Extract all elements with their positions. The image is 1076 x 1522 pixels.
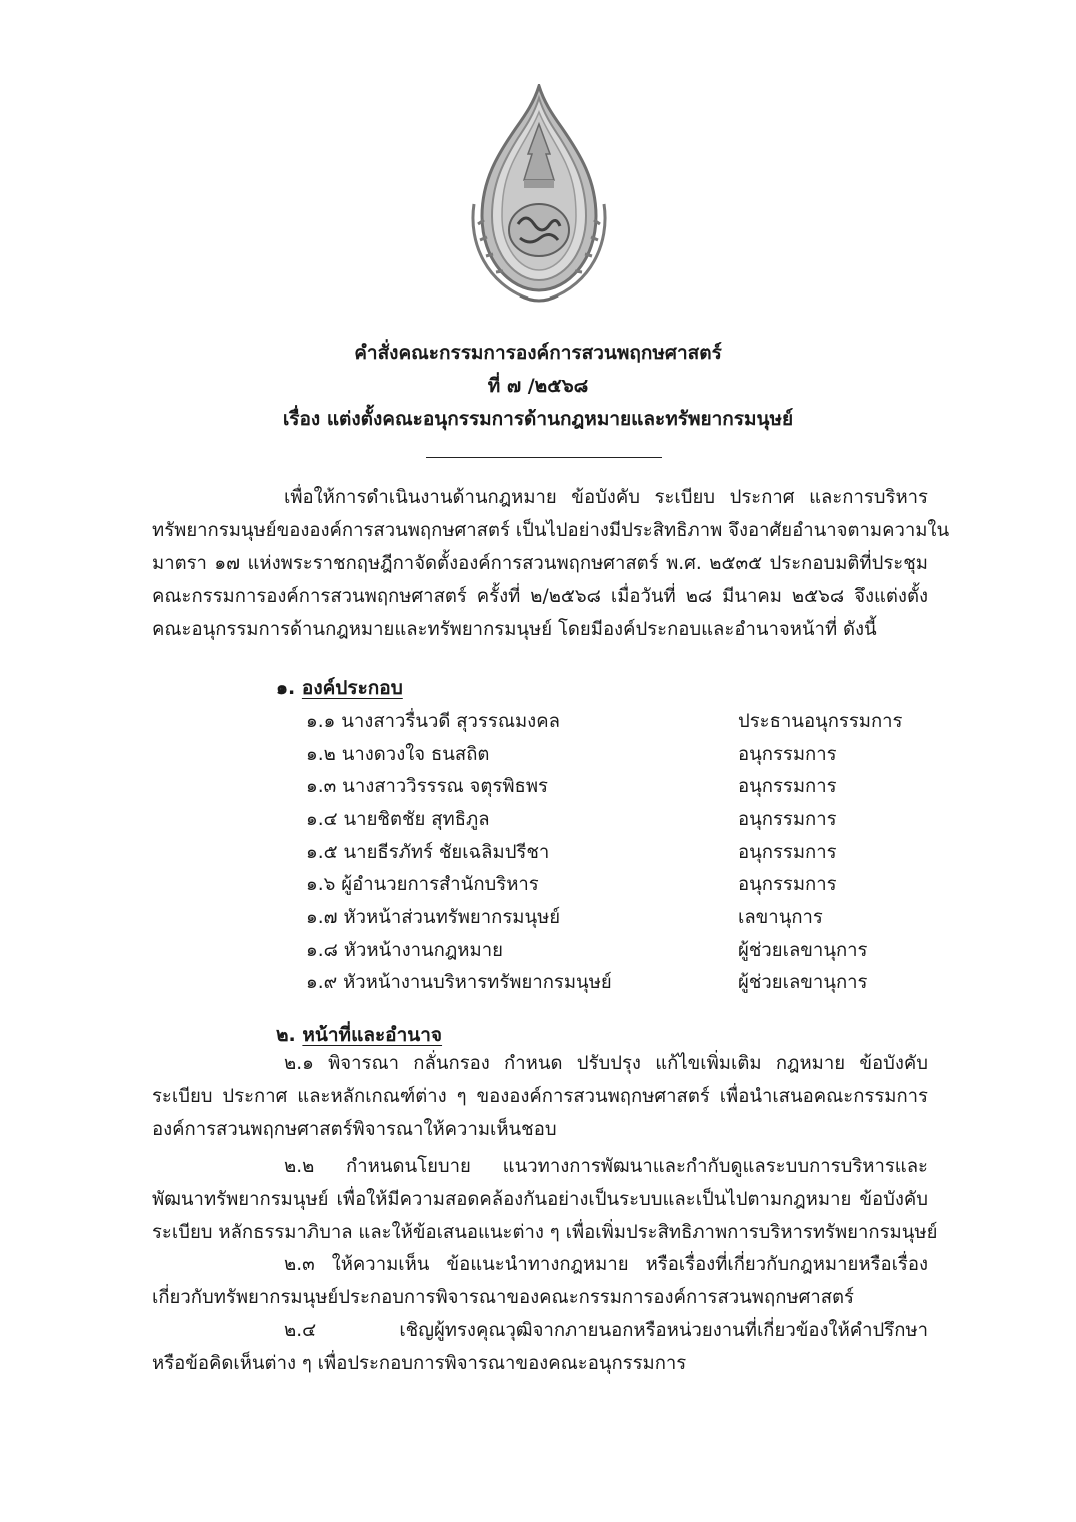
intro-line: เพื่อให้การดำเนินงานด้านกฎหมาย ข้อบังคับ ระเบียบ ประกาศ และการบริหาร — [284, 487, 928, 508]
member-number: ๑.๑ — [306, 710, 336, 732]
list-item — [306, 868, 926, 901]
duty-item-2-4 — [152, 1314, 928, 1380]
order-subject: เรื่อง แต่งตั้งคณะอนุกรรมการด้านกฎหมายและทรัพยากรมนุษย์ — [282, 408, 794, 430]
list-item — [306, 705, 926, 738]
member-name: ผู้อำนวยการสำนักบริหาร — [341, 874, 539, 896]
duty-line: ๒.๓ ให้ความเห็น ข้อแนะนำทางกฎหมาย หรือเรื่องที่เกี่ยวกับกฎหมายหรือเรื่อง — [284, 1254, 928, 1275]
member-name: นางดวงใจ ธนสถิต — [341, 743, 490, 765]
list-item — [306, 967, 926, 1000]
member-name: นางสาวรื่นวดี สุวรรณมงคล — [341, 710, 560, 732]
order-number: ที่ ๗ /๒๕๖๘ — [487, 375, 589, 397]
member-name: นายชิตชัย สุทธิภูล — [343, 808, 490, 830]
duty-line: องค์การสวนพฤกษศาสตร์พิจารณาให้ความเห็นชอบ — [152, 1119, 557, 1140]
duty-item-2-3 — [152, 1248, 928, 1314]
member-role: อนุกรรมการ — [738, 808, 837, 830]
duty-line: หรือข้อคิดเห็นต่าง ๆ เพื่อประกอบการพิจารณาของคณะอนุกรรมการ — [152, 1353, 687, 1374]
member-role: ผู้ช่วยเลขานุการ — [738, 939, 868, 961]
member-role: อนุกรรมการ — [738, 874, 837, 896]
duty-line: ๒.๑ พิจารณา กลั่นกรอง กำหนด ปรับปรุง แก้ไขเพิ่มเติม กฎหมาย ข้อบังคับ — [284, 1053, 928, 1074]
duty-line: ระเบียบ หลักธรรมาภิบาล และให้ข้อเสนอแนะต่าง ๆ เพื่อเพิ่มประสิทธิภาพการบริหารทรัพยากรมนุษย์ — [152, 1222, 938, 1243]
member-number: ๑.๓ — [306, 776, 337, 798]
intro-line: ทรัพยากรมนุษย์ขององค์การสวนพฤกษศาสตร์ เป็นไปอย่างมีประสิทธิภาพ จึงอาศัยอำนาจตามความใน — [152, 520, 950, 541]
intro-line: มาตรา ๑๗ แห่งพระราชกฤษฎีกาจัดตั้งองค์การสวนพฤกษศาสตร์ พ.ศ. ๒๕๓๕ ประกอบมติที่ประชุม — [152, 553, 928, 574]
section-2-title: หน้าที่และอำนาจ — [302, 1024, 443, 1046]
member-role: ประธานอนุกรรมการ — [738, 710, 903, 732]
duty-line: เกี่ยวกับทรัพยากรมนุษย์ประกอบการพิจารณาของคณะกรรมการองค์การสวนพฤกษศาสตร์ — [152, 1287, 854, 1308]
member-role: เลขานุการ — [738, 906, 823, 928]
list-item — [306, 803, 926, 836]
member-role: อนุกรรมการ — [738, 743, 837, 765]
list-item — [306, 934, 926, 967]
duty-line: ๒.๔ เชิญผู้ทรงคุณวุฒิจากภายนอกหรือหน่วยงานที่เกี่ยวข้องให้คำปรึกษา — [284, 1320, 928, 1341]
section-1-heading — [276, 673, 403, 703]
section-2-number: ๒. — [276, 1024, 296, 1046]
member-name: นายธีรภัทร์ ชัยเฉลิมปรีชา — [343, 841, 550, 863]
member-role: อนุกรรมการ — [738, 776, 837, 798]
duty-line: พัฒนาทรัพยากรมนุษย์ เพื่อให้มีความสอดคล้องกันอย่างเป็นระบบและเป็นไปตามกฎหมาย ข้อบังคับ — [152, 1189, 928, 1210]
duty-line: ระเบียบ ประกาศ และหลักเกณฑ์ต่าง ๆ ขององค์การสวนพฤกษศาสตร์ เพื่อนำเสนอคณะกรรมการ — [152, 1086, 928, 1107]
member-role: อนุกรรมการ — [738, 841, 837, 863]
duty-item-2-1 — [152, 1047, 928, 1146]
list-item — [306, 836, 926, 869]
section-1-number: ๑. — [276, 677, 296, 699]
member-name: นางสาววิรรรณ จตุรพิธพร — [342, 776, 548, 798]
order-title: คำสั่งคณะกรรมการองค์การสวนพฤกษศาสตร์ — [354, 342, 722, 364]
member-role: ผู้ช่วยเลขานุการ — [738, 972, 868, 994]
duty-line: ๒.๒ กำหนดนโยบาย แนวทางการพัฒนาและกำกับดูแลระบบการบริหารและ — [284, 1156, 928, 1177]
member-number: ๑.๕ — [306, 841, 338, 863]
member-list — [306, 705, 926, 999]
member-name: หัวหน้าส่วนทรัพยากรมนุษย์ — [343, 906, 561, 928]
member-number: ๑.๔ — [306, 808, 338, 830]
section-2-heading — [276, 1020, 442, 1050]
sirindhorn-emblem-logo — [468, 84, 610, 306]
list-item — [306, 901, 926, 934]
intro-line: คณะกรรมการองค์การสวนพฤกษศาสตร์ ครั้งที่ ๒/๒๕๖๘ เมื่อวันที่ ๒๘ มีนาคม ๒๕๖๘ จึงแต่งตั้ง — [152, 586, 928, 607]
section-1-title: องค์ประกอบ — [301, 677, 403, 699]
member-number: ๑.๗ — [306, 906, 338, 928]
member-name: หัวหน้างานกฎหมาย — [343, 939, 503, 961]
duty-item-2-2 — [152, 1150, 938, 1249]
member-number: ๑.๘ — [306, 939, 338, 961]
member-number: ๑.๙ — [306, 972, 338, 994]
title-divider — [426, 457, 662, 458]
member-number: ๑.๒ — [306, 743, 336, 765]
list-item — [306, 738, 926, 771]
intro-line: คณะอนุกรรมการด้านกฎหมายและทรัพยากรมนุษย์ โดยมีองค์ประกอบและอำนาจหน้าที่ ดังนี้ — [152, 619, 877, 640]
member-number: ๑.๖ — [306, 874, 336, 896]
intro-paragraph — [152, 481, 950, 646]
member-name: หัวหน้างานบริหารทรัพยากรมนุษย์ — [343, 972, 612, 994]
list-item — [306, 770, 926, 803]
